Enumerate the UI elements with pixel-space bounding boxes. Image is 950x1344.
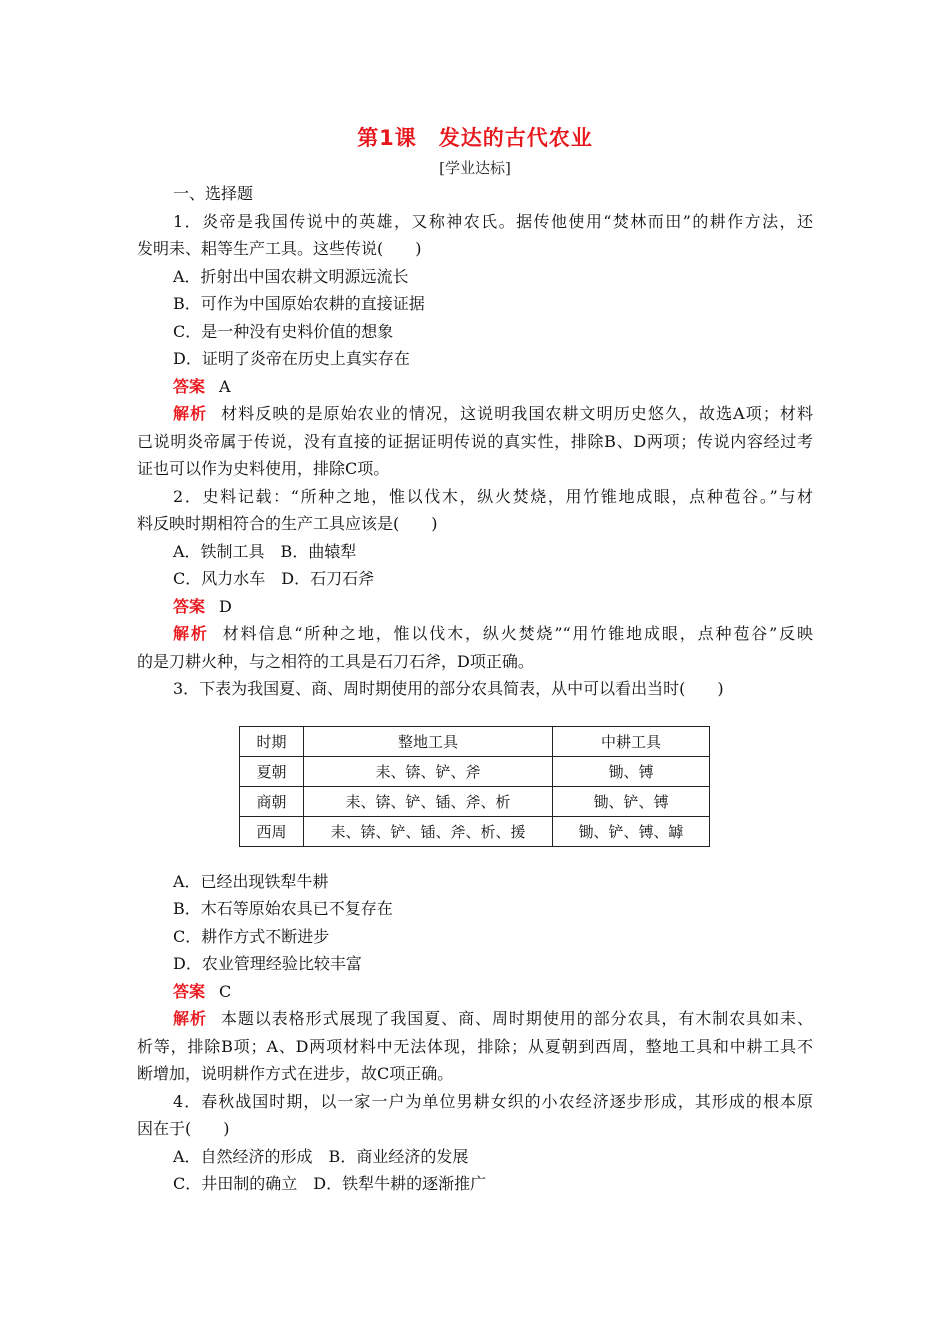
q1-stem-line: 1．炎帝是我国传说中的英雄，又称神农氏。据传他使用“焚林而田”的耕作方法，还 xyxy=(173,211,813,231)
analysis-label: 解析 xyxy=(173,624,209,643)
table-header-cell: 时期 xyxy=(240,726,304,756)
q3-option-b: B．木石等原始农具已不复存在 xyxy=(173,899,393,918)
q3-analysis-line xyxy=(137,1005,813,1033)
q1-analysis-line: 已说明炎帝属于传说，没有直接的证据证明传说的真实性，排除B、D两项；传说内容经过考 xyxy=(137,431,813,451)
document-body xyxy=(137,180,813,1198)
q4-options-cd: C．井田制的确立 D．铁犁牛耕的逐渐推广 xyxy=(173,1174,487,1193)
q2-options-ab: A．铁制工具 B．曲辕犁 xyxy=(173,541,357,561)
table-cell: 锄、铲、镈、罅 xyxy=(553,816,710,846)
table-row xyxy=(240,816,710,846)
section-heading: 一、选择题 xyxy=(173,184,254,203)
q1-option-d: D．证明了炎帝在历史上真实存在 xyxy=(173,349,410,368)
q1-stem-line: 发明耒、耜等生产工具。这些传说( ) xyxy=(137,239,422,258)
answer-value: D xyxy=(219,596,232,616)
table-header-row xyxy=(240,726,710,756)
table-cell: 商朝 xyxy=(240,786,304,816)
q2-options-cd: C．风力水车 D．石刀石斧 xyxy=(173,569,375,588)
q3-option-a: A．已经出现铁犁牛耕 xyxy=(173,871,329,891)
q2-stem-line: 2．史料记载：“所种之地，惟以伐木，纵火焚烧，用竹锥地成眼，点种苞谷。”与材 xyxy=(173,486,813,506)
farm-tools-table xyxy=(239,726,710,847)
table-row xyxy=(240,756,710,786)
answer-value: C xyxy=(219,981,232,1001)
table-row xyxy=(240,786,710,816)
q3-table-wrapper xyxy=(239,726,813,847)
table-cell: 耒、锛、铲、锸、斧、析、援 xyxy=(304,816,553,846)
table-cell: 夏朝 xyxy=(240,756,304,786)
table-cell: 耒、锛、铲、锸、斧、析 xyxy=(304,786,553,816)
q4-options-ab: A．自然经济的形成 B．商业经济的发展 xyxy=(173,1146,469,1166)
q1-option-c: C．是一种没有史料价值的想象 xyxy=(173,321,394,341)
q2-stem-line: 料反映时期相符合的生产工具应该是( ) xyxy=(137,514,438,533)
analysis-label: 解析 xyxy=(173,404,208,423)
analysis-text: 本题以表格形式展现了我国夏、商、周时期使用的部分农具，有木制农具如耒、 xyxy=(220,1009,813,1028)
q1-analysis-line: 证也可以作为史料使用，排除C项。 xyxy=(137,459,390,478)
q3-option-d: D．农业管理经验比较丰富 xyxy=(173,954,362,973)
q3-analysis-line: 析等，排除B项；A、D两项材料中无法体现，排除；从夏朝到西周，整地工具和中耕工具不 xyxy=(137,1036,813,1056)
table-header-cell: 中耕工具 xyxy=(553,726,710,756)
q2-answer xyxy=(137,593,813,621)
analysis-text: 材料信息“所种之地，惟以伐木，纵火焚烧”“用竹锥地成眼，点种苞谷”反映 xyxy=(222,624,813,643)
q1-option-b: B．可作为中国原始农耕的直接证据 xyxy=(173,294,425,313)
lesson-title: 第1课 发达的古代农业 xyxy=(357,126,593,150)
q4-stem-line: 4．春秋战国时期，以一家一户为单位男耕女织的小农经济逐步形成，其形成的根本原 xyxy=(173,1091,813,1111)
analysis-text: 材料反映的是原始农业的情况，这说明我国农耕文明历史悠久，故选A项；材料 xyxy=(221,404,813,423)
analysis-label: 解析 xyxy=(173,1009,207,1028)
q2-analysis-line xyxy=(137,620,813,648)
q1-answer xyxy=(137,373,813,401)
q4-stem-line: 因在于( ) xyxy=(137,1119,230,1138)
q1-option-a: A．折射出中国农耕文明源远流长 xyxy=(173,266,409,286)
q3-analysis-line: 断增加，说明耕作方式在进步，故C项正确。 xyxy=(137,1064,454,1083)
table-header-cell: 整地工具 xyxy=(304,726,553,756)
lesson-subtitle: [学业达标] xyxy=(439,159,511,177)
q3-option-c: C．耕作方式不断进步 xyxy=(173,926,330,946)
table-cell: 西周 xyxy=(240,816,304,846)
table-cell: 锄、镈 xyxy=(553,756,710,786)
table-cell: 耒、锛、铲、斧 xyxy=(304,756,553,786)
answer-label: 答案 xyxy=(173,596,206,616)
q1-analysis-line xyxy=(137,400,813,428)
q3-answer xyxy=(137,978,813,1006)
answer-label: 答案 xyxy=(173,376,206,396)
q2-analysis-line: 的是刀耕火种，与之相符的工具是石刀石斧，D项正确。 xyxy=(137,651,534,671)
q3-stem-line: 3．下表为我国夏、商、周时期使用的部分农具简表，从中可以看出当时( ) xyxy=(173,679,724,698)
table-cell: 锄、铲、镈 xyxy=(553,786,710,816)
answer-label: 答案 xyxy=(173,981,206,1001)
answer-value: A xyxy=(219,376,231,396)
